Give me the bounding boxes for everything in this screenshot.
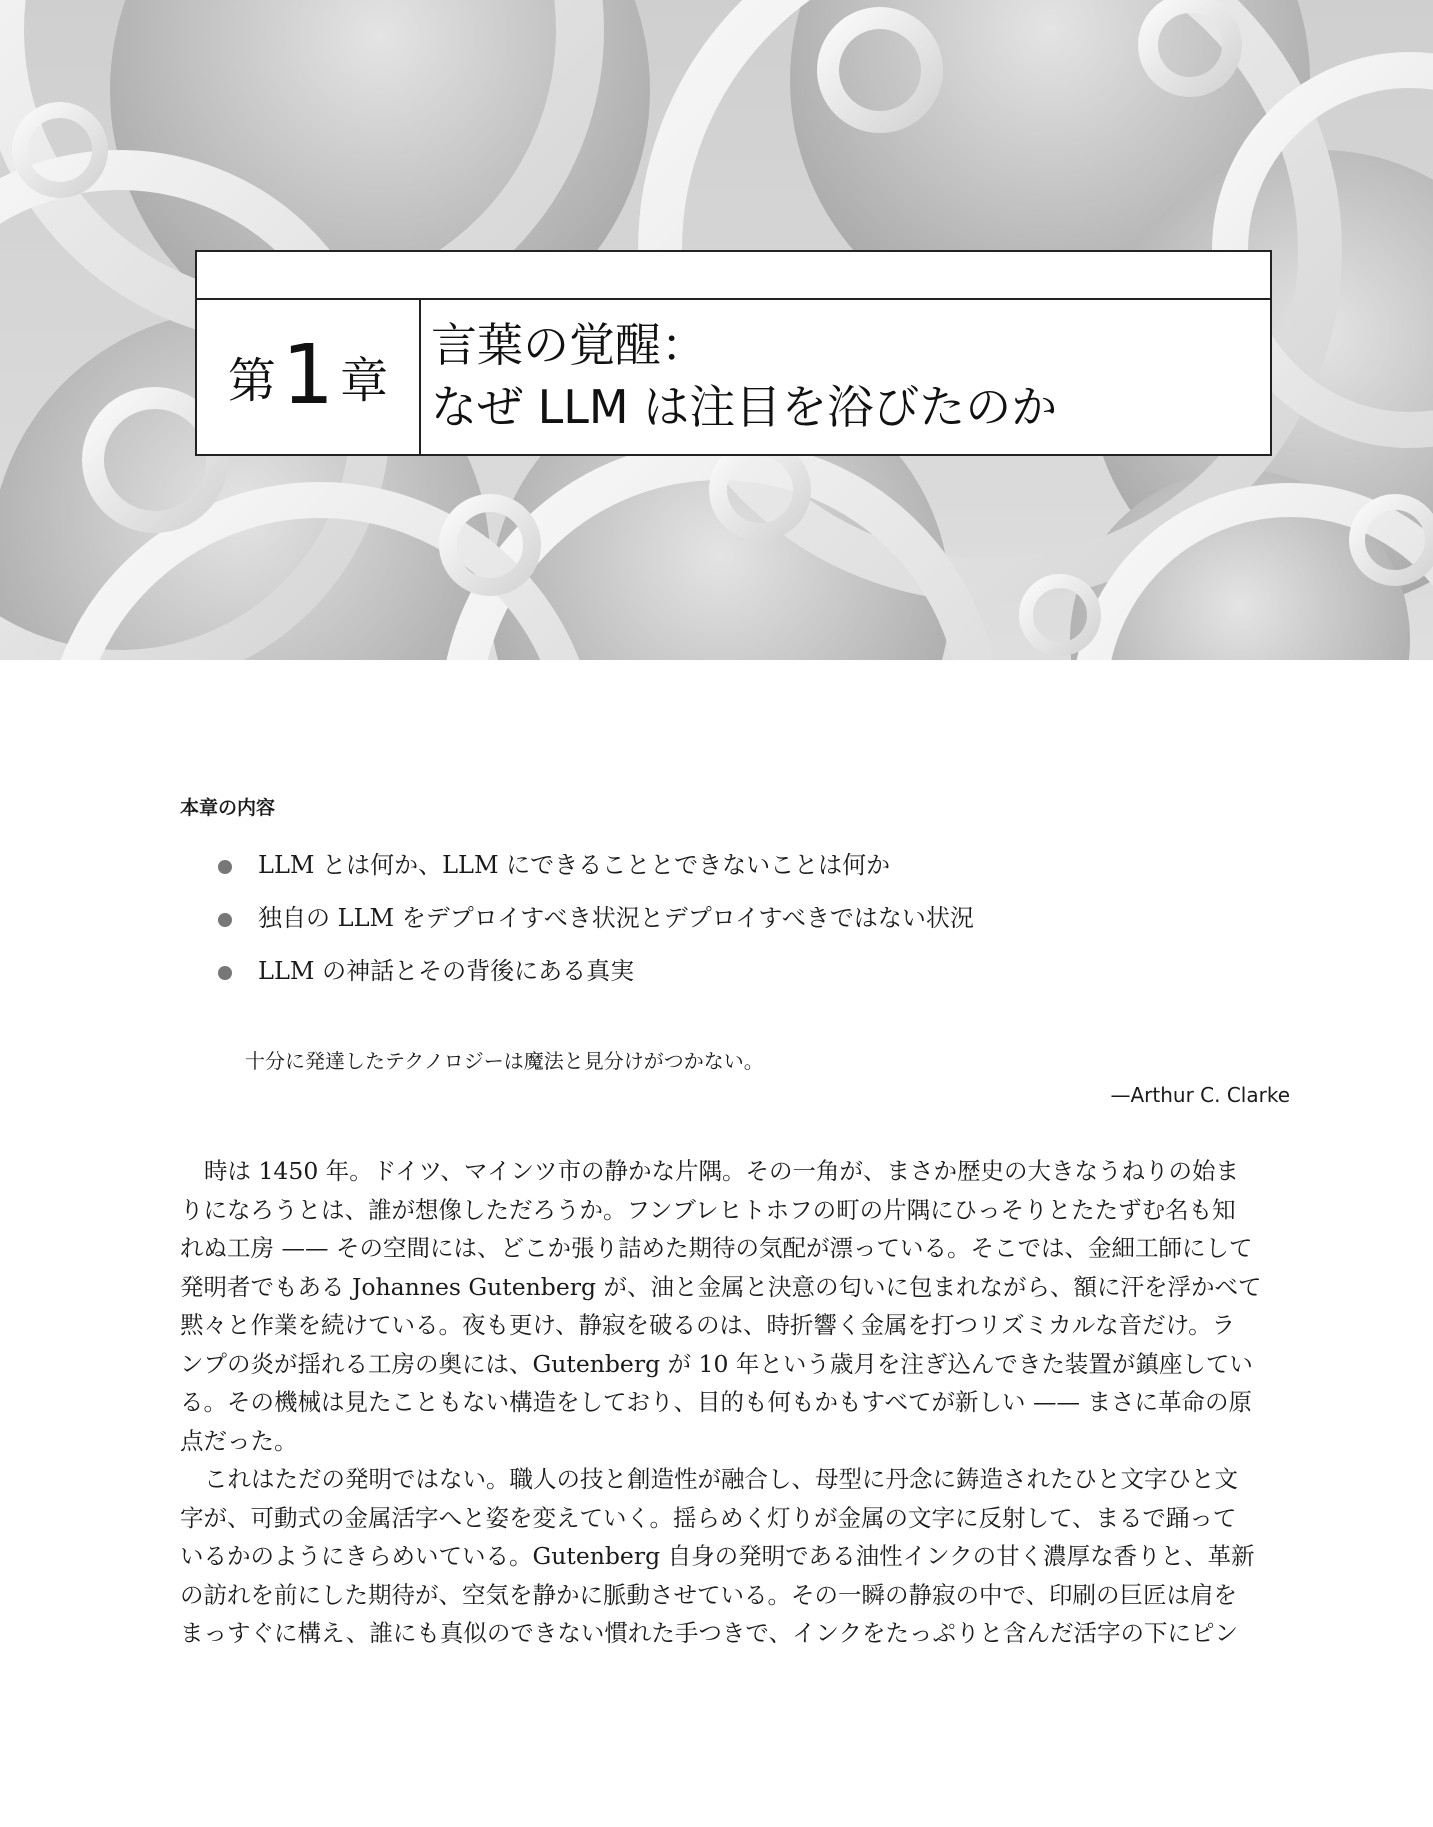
text-line: いるかのようにきらめいている。Gutenberg 自身の発明である油性インクの甘く濃厚な香りと、革新 [180, 1542, 1255, 1570]
paragraph-2 [180, 1460, 1292, 1653]
text-line: れぬ工房 —— その空間には、どこか張り詰めた期待の気配が漂っている。そこでは、金細工師にして [180, 1234, 1253, 1262]
text-line: 時は 1450 年。ドイツ、マインツ市の静かな片隅。その一角が、まさか歴史の大きなうねりの始ま [204, 1157, 1239, 1185]
text-line: の訪れを前にした期待が、空気を静かに脈動させている。その一瞬の静寂の中で、印刷の巨匠は肩を [180, 1580, 1238, 1609]
text-line: 黙々と作業を続けている。夜も更け、静寂を破るのは、時折響く金属を打つリズミカルな音だけ。ラ [180, 1311, 1236, 1339]
epigraph-attribution: —Arthur C. Clarke [1110, 1083, 1290, 1107]
bullet-icon [218, 860, 232, 874]
paragraph-1 [180, 1152, 1292, 1460]
chapter-title [421, 298, 1270, 454]
text-line: る。その機械は見たこともない構造をしており、目的も何もかもすべてが新しい —— まさに革命の原 [180, 1388, 1252, 1416]
list-item-text: LLM とは何か、LLM にできることとできないことは何か [258, 851, 891, 879]
body-text [180, 1152, 1292, 1653]
bullet-icon [218, 966, 232, 980]
text-line: ンプの炎が揺れる工房の奥には、Gutenberg が 10 年という歳月を注ぎ込んできた装置が鎮座してい [180, 1349, 1253, 1378]
list-item-text: LLM の神話とその背後にある真実 [258, 957, 635, 985]
chapter-contents-heading: 本章の内容 [180, 797, 276, 819]
chapter-suffix: 章 [340, 352, 389, 409]
chapter-prefix: 第 [227, 352, 276, 409]
chapter-title-line-2: なぜ LLM は注目を浴びたのか [431, 380, 1058, 434]
title-box-top-band [197, 252, 1270, 300]
chapter-title-box [195, 250, 1272, 456]
text-line: 点だった。 [180, 1426, 298, 1455]
text-line: まっすぐに構え、誰にも真似のできない慣れた手つきで、インクをたっぷりと含んだ活字の下にピン [180, 1619, 1238, 1647]
chapter-number: 1 [281, 328, 335, 423]
text-line: これはただの発明ではない。職人の技と創造性が融合し、母型に丹念に鋳造されたひと文字ひと文 [204, 1465, 1238, 1493]
chapter-banner [0, 0, 1433, 660]
chapter-label [197, 298, 421, 454]
text-line: りになろうとは、誰が想像しただろうか。フンブレヒトホフの町の片隅にひっそりとたたずむ名も知 [180, 1195, 1236, 1224]
epigraph-quote: 十分に発達したテクノロジーは魔法と見分けがつかない。 [245, 1049, 764, 1073]
text-line: 字が、可動式の金属活字へと姿を変えていく。揺らめく灯りが金属の文字に反射して、まるで踊って [180, 1503, 1237, 1532]
text-line: 発明者でもある Johannes Gutenberg が、油と金属と決意の匂いに包まれながら、額に汗を浮かべて [180, 1272, 1262, 1301]
list-item-text: 独自の LLM をデプロイすべき状況とデプロイすべきではない状況 [258, 904, 974, 932]
chapter-title-line-1: 言葉の覚醒： [431, 318, 707, 372]
bullet-icon [218, 913, 232, 927]
